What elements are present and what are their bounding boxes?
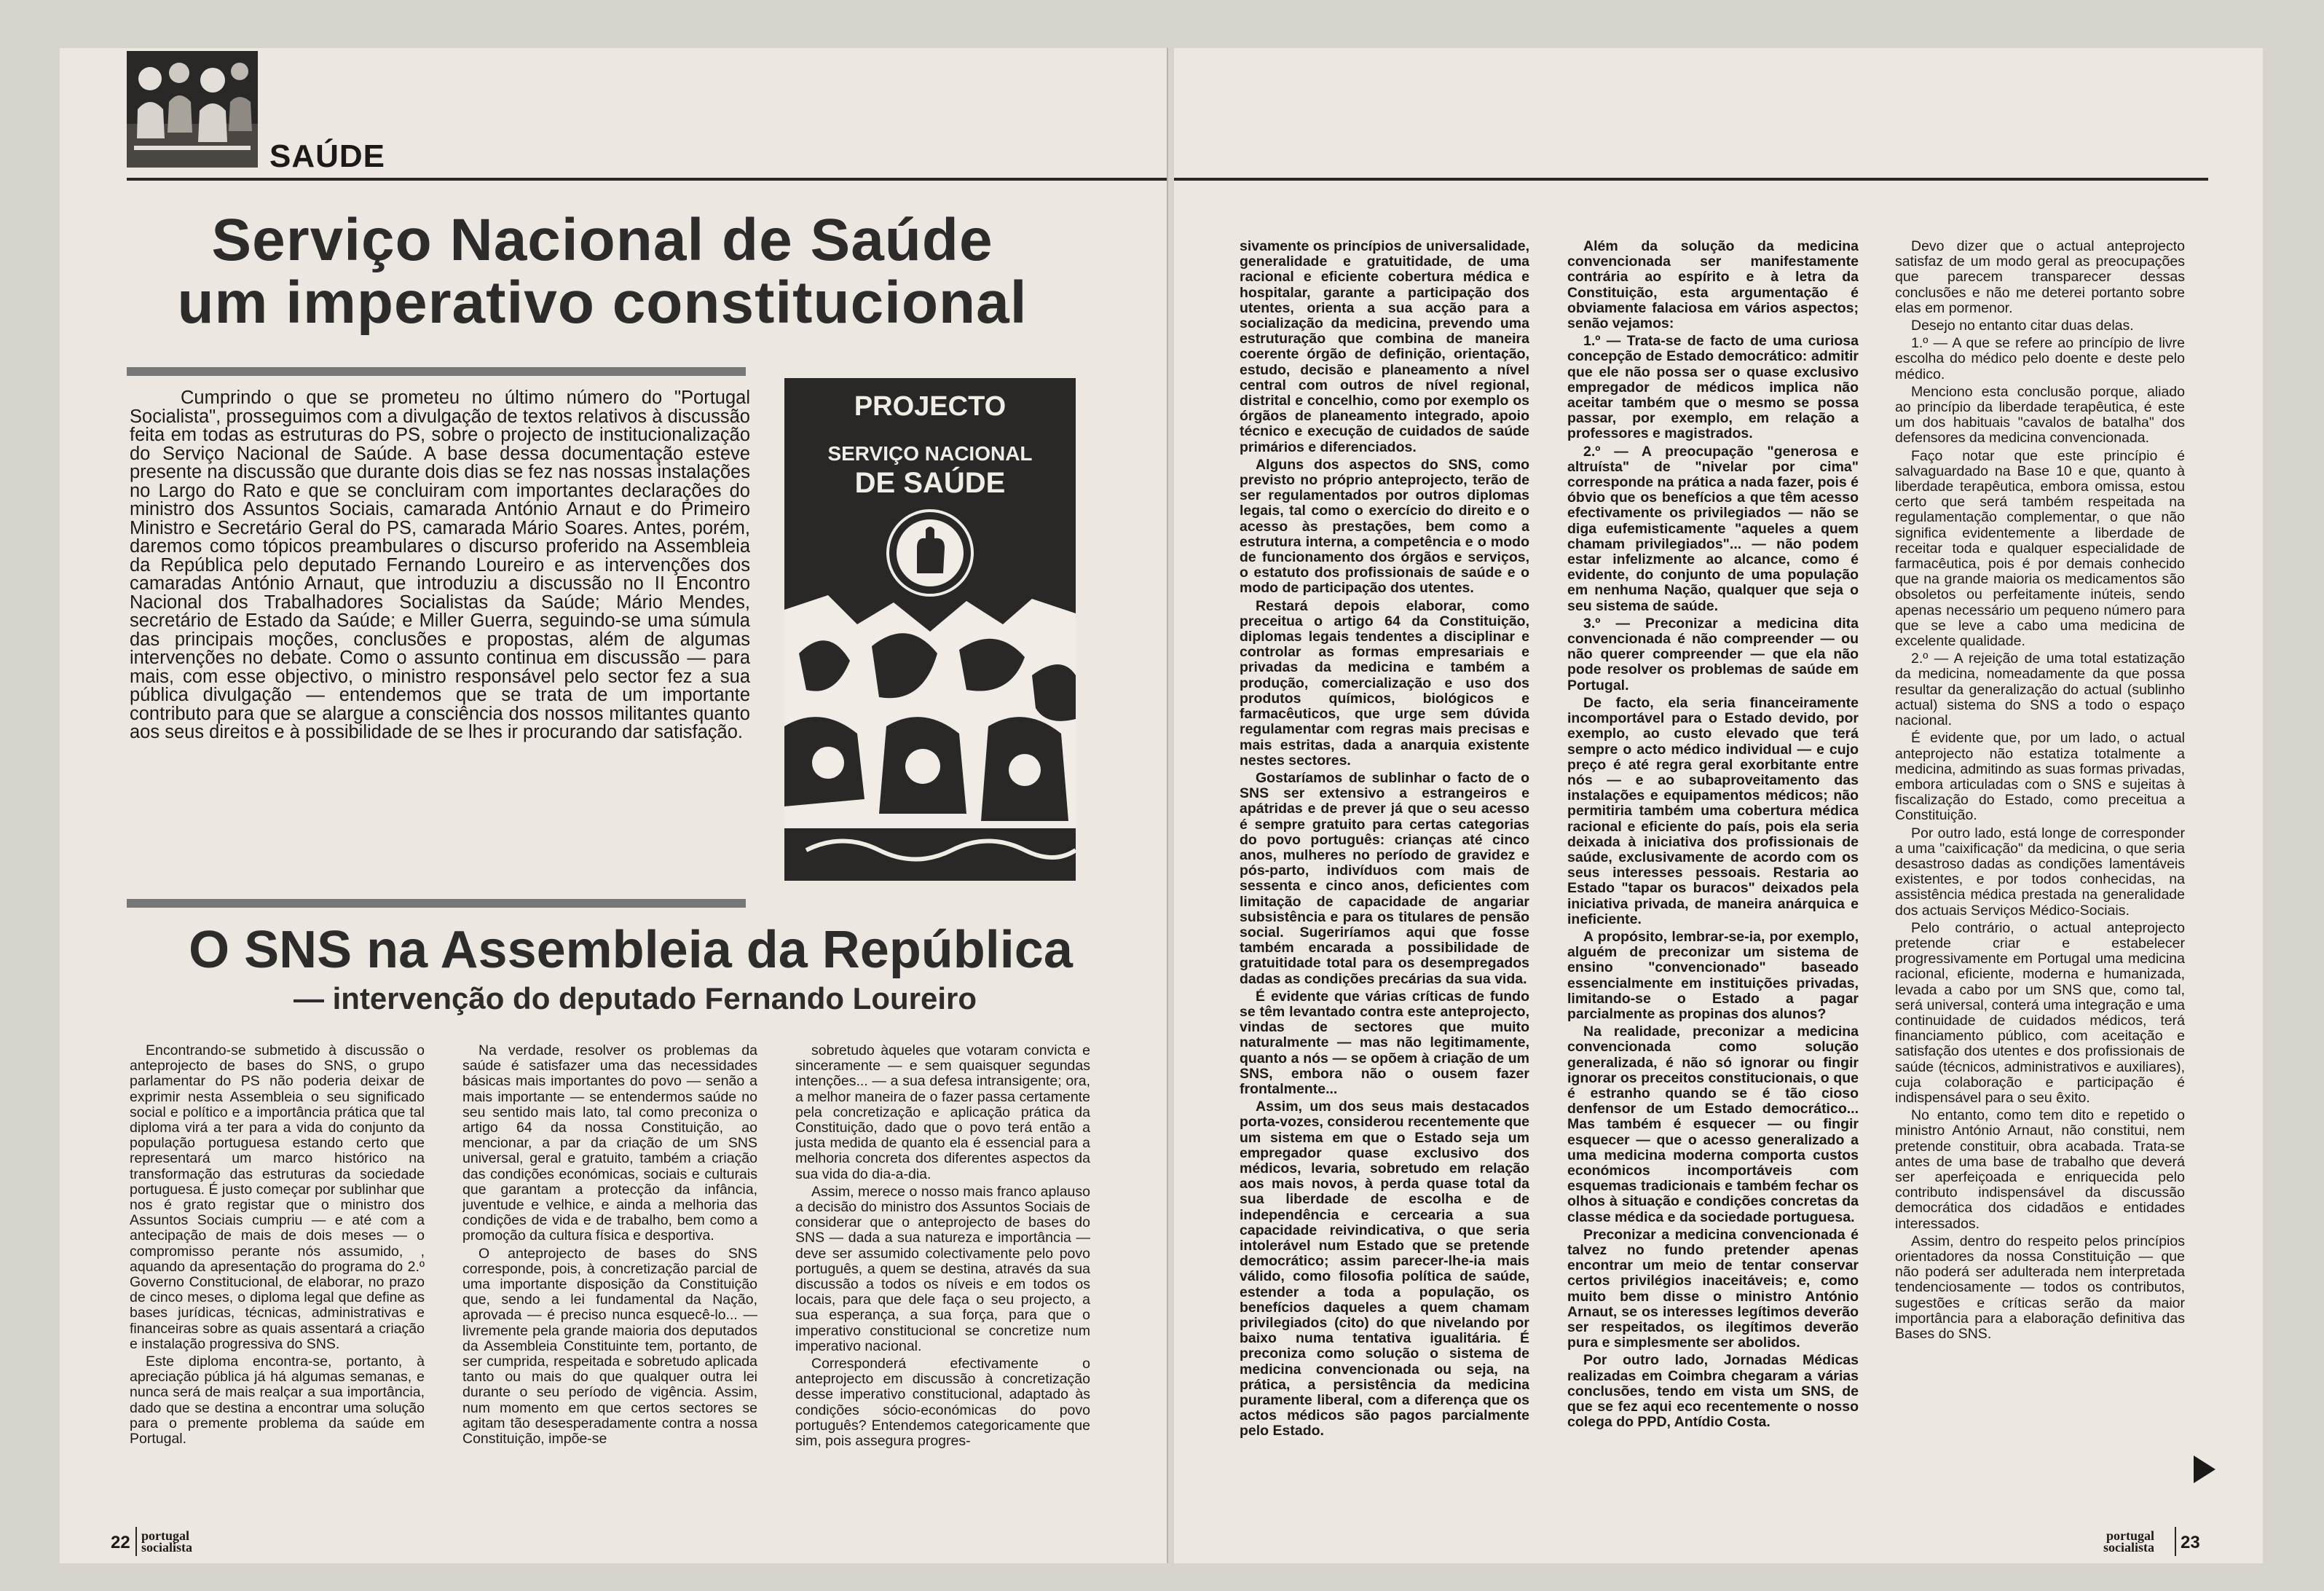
brand-line1: portugal (141, 1528, 190, 1543)
paragraph: 1.º — A que se refere ao princípio de livre escolha do médico pelo doente e deste pelo médico. (1895, 335, 2185, 382)
page-number-left: 22 (111, 1533, 130, 1552)
paragraph: Assim, merece o nosso mais franco aplauso a decisão do ministro dos Assuntos Sociais de considerar que o anteprojecto de bases do SNS — dada a sua natureza e importância — deve ser assumido colectivamente pelo povo português, a quem se destina, através da sua discussão a todos os níveis e em todos os locais, para que dele faça o seu projecto, a sua esperança, a sua força, para que o imperativo constitucional se concretize num imperativo nacional. (795, 1183, 1090, 1354)
paragraph: Preconizar a medicina convencionada é talvez no fundo pretender apenas encontrar um meio de tentar conservar certos privilégios inaceitáveis; e, como muito bem disse o ministro António Arnaut, se os interesses legítimos deverão ser respeitados, os ilegítimos deverão pura e simplesmente ser abolidos. (1567, 1226, 1859, 1351)
paragraph: Devo dizer que o actual anteprojecto satisfaz de um modo geral as preocupações que parecem transparecer dessas conclusões e não me deterei portanto sobre elas em pormenor. (1895, 239, 2185, 316)
left-page (60, 48, 1168, 1563)
poster-title: PROJECTO (854, 391, 1007, 422)
paragraph: sobretudo àqueles que votaram convicta e sinceramente — e sem quaisquer segundas intenções... — a sua defesa intransigente; ora, a melhor maneira de o fazer passa certamente pela concretização e aplicação prática da Constituição, dado que o povo terá então a justa medida de quanto ela é essencial para a melhoria concreta dos diferentes aspectos da sua vida do dia-a-dia. (795, 1043, 1090, 1182)
brand-line2: socialista (2103, 1540, 2154, 1555)
folio-divider-right (2175, 1527, 2176, 1556)
intro-paragraph: Cumprindo o que se prometeu no último número do "Portugal Socialista", prosseguimos com a divulgação de textos relativos à discussão feita em todas as estruturas do PS, sobre o projecto de institucionalização do Serviço Nacional de Saúde. A base dessa documentação esteve presente na discussão que durante dois dias se fez nas nossas instalações no Largo do Rato e que se concluiram com importantes declarações do ministro dos Assuntos Sociais, camarada António Arnaut e do Primeiro Ministro e Secretário Geral do PS, camarada Mário Soares. Antes, porém, daremos como tópicos preambulares o discurso proferido na Assembleia da República pelo deputado Fernando Loureiro e as intervenções dos camaradas António Arnaut, que introduziu a discussão no II Encontro Nacional dos Trabalhadores Socialistas da Saúde; Mário Mendes, secretário de Estado da Saúde; e Miller Guerra, seguindo-se uma súmula das principais moções, conclusões e propostas, além de algumas intervenções no debate. Como o assunto continua em discussão — para mais, com esse objectivo, o ministro responsável pelo sector fez a sua pública divulgação — entendemos que se trata de um importante contributo para que se alargue a consciência dos nossos militantes quanto aos seus direitos e à possibilidade de se lhes ir procurando dar satisfação. (130, 388, 750, 742)
paragraph: Este diploma encontra-se, portanto, à apreciação pública já há algumas semanas, e nunca será de mais realçar a sua importância, dado que se destina a encontrar uma solução para o premente problema da saúde em Portugal. (130, 1354, 425, 1447)
paragraph: O anteprojecto de bases do SNS corresponde, pois, à concretização parcial de uma importante disposição da Constituição que, sendo a lei fundamental da Nação, aprovada — é preciso nunca esquecê-lo... — livremente pela grande maioria dos deputados da Assembleia Constituinte tem, portanto, de ser cumprida, respeitada e sobretudo aplicada tanto ou mais do que qualquer outra lei durante o seu período de vigência. Assim, num momento em que certos sectores se agitam tão desesperadamente contra a nossa Constituição, impõe-se (462, 1245, 757, 1447)
paragraph: Pelo contrário, o actual anteprojecto pretende criar e estabelecer progressivamente em Portugal uma medicina racional, eficiente, moderna e humanizada, levada a cabo por um SNS que, como tal, será universal, conterá uma integração e uma continuidade de cuidados médicos, terá financiamento público, com aceitação e satisfação dos utentes e dos profissionais de saúde (técnicos, administrativos e auxiliares), cuja colaboração e participação é indispensável para o seu êxito. (1895, 919, 2185, 1106)
paragraph: Gostaríamos de sublinhar o facto de o SNS ser extensivo a estrangeiros e apátridas e de prever já que o seu acesso é sempre gratuito para certas categorias do povo português: crianças até cinco anos, mulheres no período de gravidez e pós-parto, indivíduos com mais de sessenta e cinco anos, deficientes com limitação de capacidade de angariar subsistência e para os titulares de pensão social. Sugeriríamos aqui que fosse também encarada a possibilidade de gratuitidade total para os desempregados dadas as condições precárias da sua vida. (1240, 769, 1529, 987)
article-column-3 (795, 1043, 1090, 1524)
paragraph: Encontrando-se submetido à discussão o anteprojecto de bases do SNS, o grupo parlamentar do PS não poderia deixar de exprimir nesta Assembleia o seu significado social e político e a importância prática que tal diploma virá a ter para a vida do conjunto da população portuguesa estando certo que representará um marco histórico na transformação das estruturas da sociedade portuguesa. É justo começar por sublinhar que nos é grato registar que o ministro dos Assuntos Sociais cumpriu — e até com a antecipação de mais de dois meses — o compromisso perante nós assumido, , aquando da apresentação do programa do 2.º Governo Constitucional, de elaborar, no prazo de cinco meses, o diploma legal que define as bases jurídicas, técnicas, administrativas e financeiras sobre as quais assentará a criação e instalação progressiva do SNS. (130, 1043, 425, 1352)
paragraph: Assim, dentro do respeito pelos princípios orientadores da nossa Constituição — que não poderá ser adulterada nem interpretada tendenciosamente — todos os contributos, sugestões e críticas serão da maior importância para a elaboração definitiva das Bases do SNS. (1895, 1233, 2185, 1343)
paragraph: De facto, ela seria financeiramente incomportável para o Estado devido, por exemplo, ao custo elevado que terá sempre o acto médico individual — e cujo preço é até regra geral exorbitante entre nós — e ao subaproveitamento das instalações e equipamentos médicos; não permitiria também uma cobertura médica racional e eficiente do país, pois ela seria deixada à iniciativa dos profissionais de saúde, exclusivamente de acordo com os seus interesses pessoais. Restaria ao Estado "tapar os buracos" deixados pela iniciativa privada, de maneira anárquica e ineficiente. (1567, 694, 1859, 927)
page-number-right: 23 (2181, 1533, 2200, 1552)
article-column-2 (462, 1043, 757, 1524)
brand-logo-left (141, 1530, 192, 1553)
paragraph: Menciono esta conclusão porque, aliado ao princípio da liberdade terapêutica, é este um dos habituais "cavalos de batalha" dos defensores da medicina convencionada. (1895, 383, 2185, 447)
article-column-6 (1895, 239, 2185, 1521)
header-rule (127, 178, 1167, 181)
article-column-1 (130, 1043, 425, 1524)
header-rule-right (1174, 178, 2208, 181)
poster-subtitle: SERVIÇO NACIONAL (827, 442, 1033, 465)
brand-line2: socialista (141, 1540, 192, 1555)
poster-artwork (784, 508, 1076, 881)
section-header-image (127, 51, 258, 168)
sns-headline-line1: Serviço Nacional de Saúde (211, 207, 993, 273)
project-poster (784, 378, 1076, 881)
paragraph: A propósito, lembrar-se-ia, por exemplo, alguém de preconizar um sistema de ensino "convencionado" baseado essencialmente em instituições privadas, limitando-se o Estado a pagar parcialmente as propinas dos alunos? (1567, 928, 1859, 1022)
paragraph: Corresponderá efectivamente o anteprojecto em discussão à concretização desse imperativo constitucional, adaptado às condições sócio-económicas do povo português? Entendemos categoricamente que sim, pois assegura progres- (795, 1356, 1090, 1450)
paragraph: Restará depois elaborar, como preceitua o artigo 64 da Constituição, diplomas legais tendentes a disciplinar e controlar as formas empresariais e privadas da medicina e também a produção, comercialização e uso dos produtos químicos, biológicos e farmacêuticos, que urge sem dúvida regulamentar com regras mais precisas e mais estritas, dada a anarquia existente nestes sectores. (1240, 597, 1529, 769)
paragraph: É evidente que várias críticas de fundo se têm levantado contra este anteprojecto, vindas de sectores que muito naturalmente — mas não legitimamente, quanto a nós — se opõem à criação de um SNS, embora não o ousem fazer frontalmente... (1240, 988, 1529, 1097)
article-subtitle: — intervenção do deputado Fernando Loureiro (293, 981, 977, 1016)
paragraph: Além da solução da medicina convencionada ser manifestamente contrária ao espírito e à letra da Constituição, esta argumentação é obviamente falaciosa em vários aspectos; senão vejamos: (1567, 239, 1859, 332)
right-page (1174, 48, 2263, 1563)
paragraph: Na realidade, preconizar a medicina convencionada como solução generalizada, é não só ignorar ou fingir ignorar os preceitos constitucionais, o que é estranho quando se é tão cioso denfensor de um Estado democrático... Mas também é esquecer — ou fingir esquecer — que o acesso generalizado a uma medicina moderna comporta custos económicos incomportáveis com esquemas tradicionais e também fechar os olhos à situação e condições concretas da classe médica e da sociedade portuguesa. (1567, 1024, 1859, 1225)
intro-top-bar (127, 367, 746, 376)
paragraph: sivamente os princípios de universalidade, generalidade e gratuitidade, de uma racional e eficiente cobertura médica e hospitalar, garante a participação dos utentes, orienta a sua acção para a socialização da medicina, prevendo uma estruturação que combina de maneira coerente órgão de definição, orientação, estudo, decisão e planeamento a nível central com outros de nível regional, distrital e concelhio, como por exemplo os órgãos de planeamento integrado, apoio técnico e execução de cuidados de saúde primários e diferenciados. (1240, 239, 1529, 455)
paragraph: Alguns dos aspectos do SNS, como previsto no próprio anteprojecto, terão de ser regulamentados por outros diplomas legais, tal como o exercício do direito e o acesso às prestações, bem como a estrutura interna, a competência e o modo de funcionamento dos órgãos e serviços, o estatuto dos profissionais de saúde e o modo de participação dos utentes. (1240, 456, 1529, 597)
section-label: SAÚDE (269, 138, 386, 174)
article-title: O SNS na Assembleia da República (189, 921, 1073, 979)
paragraph: No entanto, como tem dito e repetido o ministro António Arnaut, não constitui, nem pretende constituir, obra acabada. Trata-se antes de uma base de trabalho que deverá ser aperfeiçoada e enriquecida pelo contributo indispensável da discussão democrática dos cidadãos e entidades interessados. (1895, 1107, 2185, 1232)
right-triangle-icon (2192, 1454, 2217, 1485)
paragraph: 1.º — Trata-se de facto de uma curiosa concepção de Estado democrático: admitir que ele não possa ser o quase exclusivo empregador de médicos implica não aceitar também que o mesmo se possa passar, por exemplo, em relação a professores e magistrados. (1567, 333, 1859, 442)
brand-line1: portugal (2106, 1528, 2154, 1543)
sns-headline-line2: um imperativo constitucional (177, 270, 1028, 336)
article-column-4 (1240, 239, 1529, 1521)
paragraph: Por outro lado, Jornadas Médicas realizadas em Coimbra chegaram a várias conclusões, tendo em vista um SNS, de que se fez aqui eco recentemente o nosso colega do PPD, Antídio Costa. (1567, 1352, 1859, 1431)
paragraph: 2.º — A preocupação "generosa e altruísta" de "nivelar por cima" corresponde na prática a nada fazer, pois é óbvio que os benefícios a que têm acesso efectivamente os privilegiados — não se diga eufemisticamente "aqueles a quem chamam privilegiados"... — não podem estar infelizmente ao alcance, como é evidente, do conjunto de uma população em nenhuma Nação, qualquer que seja o seu sistema de saúde. (1567, 443, 1859, 614)
poster-subtitle-2: DE SAÚDE (854, 467, 1006, 499)
paragraph: 2.º — A rejeição de uma total estatização da medicina, nomeadamente da que possa resultar da generalização do actual (sublinho actual) sistema do SNS a todo o espaço nacional. (1895, 651, 2185, 729)
paragraph: É evidente que, por um lado, o actual anteprojecto não estatiza totalmente a medicina, admitindo as suas formas privadas, embora articuladas com o SNS e sujeitas à fiscalização do Estado, como preceitua a Constituição. (1895, 730, 2185, 824)
paragraph: Faço notar que este princípio é salvaguardado na Base 10 e que, quanto à liberdade terapêutica, embora omissa, estou certo que será também respeitada na regulamentação complementar, o que não significa evidentemente a liberdade de receitar toda e qualquer especialidade de farmacêutica, pois é por demais conhecido que na grande maioria os medicamentos são obsoletos ou perfeitamente inúteis, sendo apenas necessário um pequeno número para que se leve a cabo uma medicina de excelente qualidade. (1895, 447, 2185, 650)
paragraph: 3.º — Preconizar a medicina dita convencionada é não compreender — ou não querer compreender — que ela não pode resolver os problemas de saúde em Portugal. (1567, 615, 1859, 694)
article-column-5 (1567, 239, 1859, 1521)
intro-bottom-bar (127, 899, 746, 908)
paragraph: Por outro lado, está longe de corresponder a uma "caixificação" da medicina, o que seria desastroso dadas as condições lamentáveis existentes, e por todos conhecidas, na assistência médica prestada na generalidade dos actuais Serviços Médico-Sociais. (1895, 825, 2185, 919)
folio-divider (135, 1527, 137, 1556)
brand-logo-right (2103, 1530, 2154, 1553)
paragraph: Assim, um dos seus mais destacados porta-vozes, considerou recentemente que um sistema em que o Estado seja um empregador quase exclusivo dos médicos, levaria, sobretudo em relação aos mais novos, à perda quase total da sua liberdade de escolha e de independência e cercearia a sua capacidade reivindicativa, o que seria intolerável num Estado que se pretende democrático; assim parecer-lhe-ia mais válido, como filosofia política de saúde, estender a toda a população, os benefícios daqueles a quem chamam privilegiados (cito) do que nivelando por baixo numa tentativa igualitária. É preconiza como solução o sistema de medicina convencionada ou seja, na prática, a persistência da medicina puramente liberal, com a diferença que os actos médicos são pagos parcialmente pelo Estado. (1240, 1099, 1529, 1439)
paragraph: Desejo no entanto citar duas delas. (1911, 318, 2134, 334)
paragraph: Na verdade, resolver os problemas da saúde é satisfazer uma das necessidades básicas mais importantes do povo — senão a mais importante — se entendermos saúde no seu sentido mais lato, tal como preconiza o artigo 64 da nossa Constituição, ao mencionar, a par da criação de um SNS universal, geral e gratuito, também a criação das condições económicas, sociais e culturais que garantam a protecção da infância, juventude e velhice, e ainda a melhoria das condições de vida e de trabalho, bem como a promoção da cultura física e desportiva. (462, 1043, 757, 1244)
